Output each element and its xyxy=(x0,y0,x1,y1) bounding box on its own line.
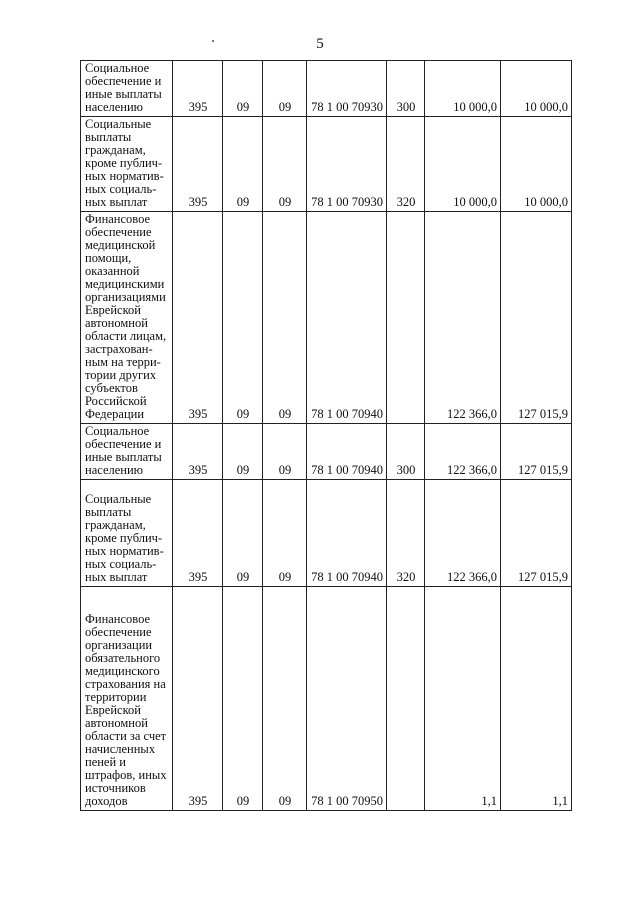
budget-table xyxy=(80,60,572,811)
admin-code: 395 xyxy=(173,117,223,212)
table-row xyxy=(81,424,572,480)
amount-year-2: 127 015,9 xyxy=(501,424,572,480)
amount-year-1: 10 000,0 xyxy=(425,61,501,117)
expense-type-code: 320 xyxy=(387,117,425,212)
section-code: 09 xyxy=(223,61,263,117)
admin-code: 395 xyxy=(173,480,223,587)
amount-year-1: 10 000,0 xyxy=(425,117,501,212)
subsection-code: 09 xyxy=(263,117,307,212)
table-row xyxy=(81,61,572,117)
amount-year-2: 10 000,0 xyxy=(501,61,572,117)
amount-year-1: 122 366,0 xyxy=(425,480,501,587)
target-article-code: 78 1 00 70940 xyxy=(307,480,387,587)
target-article-code: 78 1 00 70950 xyxy=(307,587,387,811)
subsection-code: 09 xyxy=(263,424,307,480)
admin-code: 395 xyxy=(173,212,223,424)
admin-code: 395 xyxy=(173,587,223,811)
expense-type-code xyxy=(387,587,425,811)
table-row xyxy=(81,480,572,587)
expense-type-code: 320 xyxy=(387,480,425,587)
row-name: Социальное обеспечение и иные выплаты населению xyxy=(81,424,173,480)
scan-speck xyxy=(212,40,214,42)
amount-year-1: 1,1 xyxy=(425,587,501,811)
section-code: 09 xyxy=(223,212,263,424)
row-name: Финансовое обеспечение организации обязательного медицинского страхования на территории Еврейской автономной области за счет начисленных пеней и штрафов, иных источников доходов xyxy=(81,587,173,811)
section-code: 09 xyxy=(223,424,263,480)
amount-year-2: 10 000,0 xyxy=(501,117,572,212)
row-name: Социальные выплаты гражданам, кроме публич-ных норматив-ных социаль-ных выплат xyxy=(81,117,173,212)
section-code: 09 xyxy=(223,587,263,811)
amount-year-1: 122 366,0 xyxy=(425,212,501,424)
expense-type-code: 300 xyxy=(387,61,425,117)
row-name: Социальные выплаты гражданам, кроме публич-ных норматив-ных социаль-ных выплат xyxy=(81,480,173,587)
target-article-code: 78 1 00 70940 xyxy=(307,212,387,424)
table-row xyxy=(81,587,572,811)
admin-code: 395 xyxy=(173,61,223,117)
target-article-code: 78 1 00 70940 xyxy=(307,424,387,480)
subsection-code: 09 xyxy=(263,212,307,424)
subsection-code: 09 xyxy=(263,61,307,117)
row-name: Социальное обеспечение и иные выплаты населению xyxy=(81,61,173,117)
section-code: 09 xyxy=(223,117,263,212)
admin-code: 395 xyxy=(173,424,223,480)
amount-year-2: 127 015,9 xyxy=(501,212,572,424)
page-number: 5 xyxy=(316,36,324,52)
row-name: Финансовое обеспечение медицинской помощи, оказанной медицинскими организациями Еврейской автономной области лицам, застрахован-ным на терри-тории других субъектов Российской Федерации xyxy=(81,212,173,424)
amount-year-1: 122 366,0 xyxy=(425,424,501,480)
table-row xyxy=(81,117,572,212)
amount-year-2: 1,1 xyxy=(501,587,572,811)
table-row xyxy=(81,212,572,424)
subsection-code: 09 xyxy=(263,480,307,587)
subsection-code: 09 xyxy=(263,587,307,811)
target-article-code: 78 1 00 70930 xyxy=(307,117,387,212)
section-code: 09 xyxy=(223,480,263,587)
expense-type-code: 300 xyxy=(387,424,425,480)
expense-type-code xyxy=(387,212,425,424)
amount-year-2: 127 015,9 xyxy=(501,480,572,587)
target-article-code: 78 1 00 70930 xyxy=(307,61,387,117)
